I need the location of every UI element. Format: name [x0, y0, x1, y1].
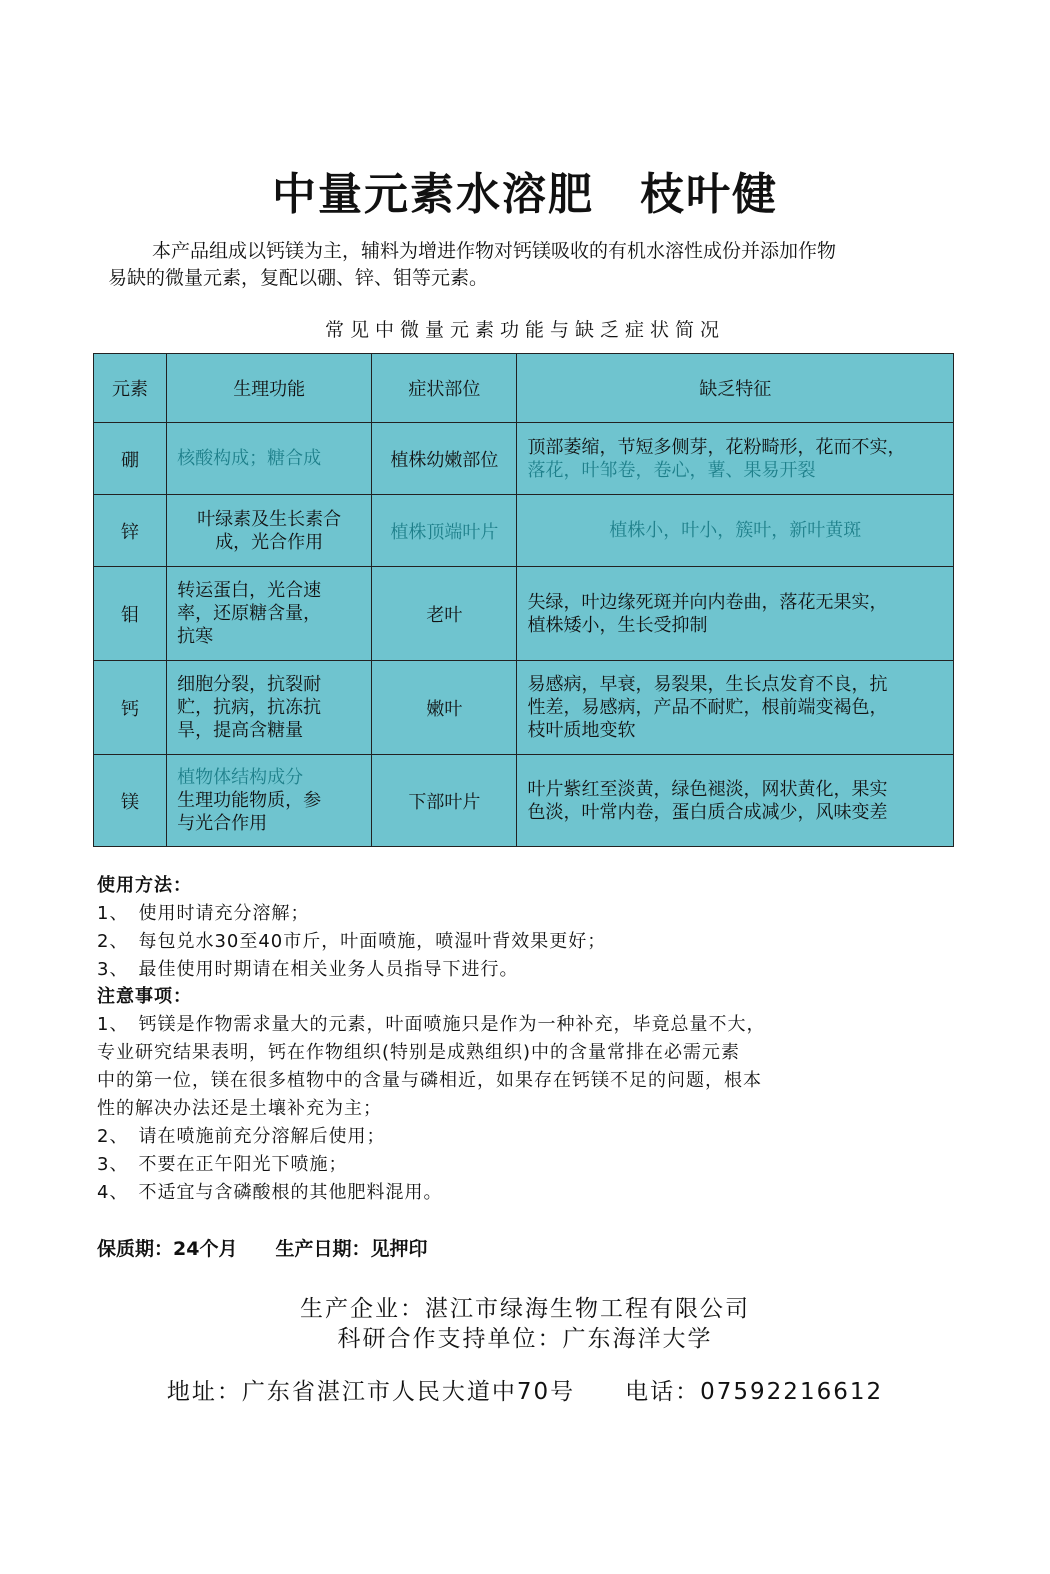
- symptoms-cell: 植株小，叶小，簇叶，新叶黄斑: [517, 495, 954, 567]
- element-cell: 镁: [94, 755, 167, 847]
- notes-item: 专业研究结果表明，钙在作物组织(特别是成熟组织)中的含量常排在必需元素: [97, 1042, 741, 1063]
- elements-table: [93, 353, 954, 847]
- shelf-life-line: 保质期：24个月 生产日期：见押印: [97, 1238, 428, 1260]
- table-row: [94, 755, 954, 847]
- element-cell: 硼: [94, 423, 167, 495]
- intro-line-2: 易缺的微量元素，复配以硼、锌、钼等元素。: [108, 267, 489, 289]
- notes-item: 2、 请在喷施前充分溶解后使用；: [97, 1126, 386, 1147]
- site-cell: 下部叶片: [372, 755, 517, 847]
- notes-heading: 注意事项：: [97, 986, 192, 1007]
- notes-section: [97, 983, 937, 1207]
- symptoms-cell: 失绿，叶边缘死斑并向内卷曲，落花无果实， 植株矮小，生长受抑制: [517, 567, 954, 661]
- function-cell: 细胞分裂，抗裂耐 贮，抗病，抗冻抗 旱，提高含糖量: [167, 661, 372, 755]
- element-cell: 钼: [94, 567, 167, 661]
- table-row: [94, 567, 954, 661]
- site-cell: 嫩叶: [372, 661, 517, 755]
- function-cell: 核酸构成；糖合成: [167, 423, 372, 495]
- notes-item: 中的第一位，镁在很多植物中的含量与磷相近，如果存在钙镁不足的问题，根本: [97, 1070, 762, 1091]
- notes-item: 性的解决办法还是土壤补充为主；: [97, 1098, 382, 1119]
- table-caption: 常见中微量元素功能与缺乏症状简况: [324, 319, 725, 341]
- usage-item: 3、 最佳使用时期请在相关业务人员指导下进行。: [97, 959, 519, 980]
- symptoms-cell: 叶片紫红至淡黄，绿色褪淡，网状黄化，果实 色淡，叶常内卷，蛋白质合成减少，风味变差: [517, 755, 954, 847]
- table-header-row: [94, 354, 954, 423]
- address-phone: 地址：广东省湛江市人民大道中70号 电话：07592216612: [166, 1379, 884, 1405]
- header-symptoms: 缺乏特征: [517, 354, 954, 423]
- symptoms-cell: 顶部萎缩，节短多侧芽，花粉畸形，花而不实， 落花，叶邹卷，卷心，薯、果易开裂: [517, 423, 954, 495]
- usage-section: [97, 872, 937, 984]
- site-cell: 植株顶端叶片: [372, 495, 517, 567]
- function-cell: 转运蛋白，光合速 率，还原糖含量， 抗寒: [167, 567, 372, 661]
- symptoms-cell: 易感病，早衰，易裂果，生长点发育不良，抗 性差，易感病，产品不耐贮，根前端变褐色， 枝叶质地变软: [517, 661, 954, 755]
- function-cell: 叶绿素及生长素合 成，光合作用: [167, 495, 372, 567]
- research-partner: 科研合作支持单位：广东海洋大学: [337, 1326, 713, 1352]
- usage-item: 1、 使用时请充分溶解；: [97, 903, 310, 924]
- table-row: [94, 495, 954, 567]
- function-cell: 植物体结构成分 生理功能物质，参 与光合作用: [167, 755, 372, 847]
- notes-item: 3、 不要在正午阳光下喷施；: [97, 1154, 348, 1175]
- table-row: [94, 661, 954, 755]
- element-cell: 钙: [94, 661, 167, 755]
- table-row: [94, 423, 954, 495]
- page-title: 中量元素水溶肥 枝叶健: [272, 169, 778, 220]
- notes-item: 4、 不适宜与含磷酸根的其他肥料混用。: [97, 1182, 443, 1203]
- manufacturer: 生产企业：湛江市绿海生物工程有限公司: [300, 1296, 750, 1322]
- site-cell: 老叶: [372, 567, 517, 661]
- intro-line-1: 本产品组成以钙镁为主，辅料为增进作物对钙镁吸收的有机水溶性成份并添加作物: [152, 240, 837, 262]
- intro-paragraph: [108, 238, 948, 292]
- usage-heading: 使用方法：: [97, 875, 192, 896]
- header-function: 生理功能: [167, 354, 372, 423]
- header-site: 症状部位: [372, 354, 517, 423]
- site-cell: 植株幼嫩部位: [372, 423, 517, 495]
- element-cell: 锌: [94, 495, 167, 567]
- header-element: 元素: [94, 354, 167, 423]
- usage-item: 2、 每包兑水30至40市斤，叶面喷施，喷湿叶背效果更好；: [97, 931, 607, 952]
- notes-item: 1、 钙镁是作物需求量大的元素，叶面喷施只是作为一种补充，毕竟总量不大，: [97, 1014, 766, 1035]
